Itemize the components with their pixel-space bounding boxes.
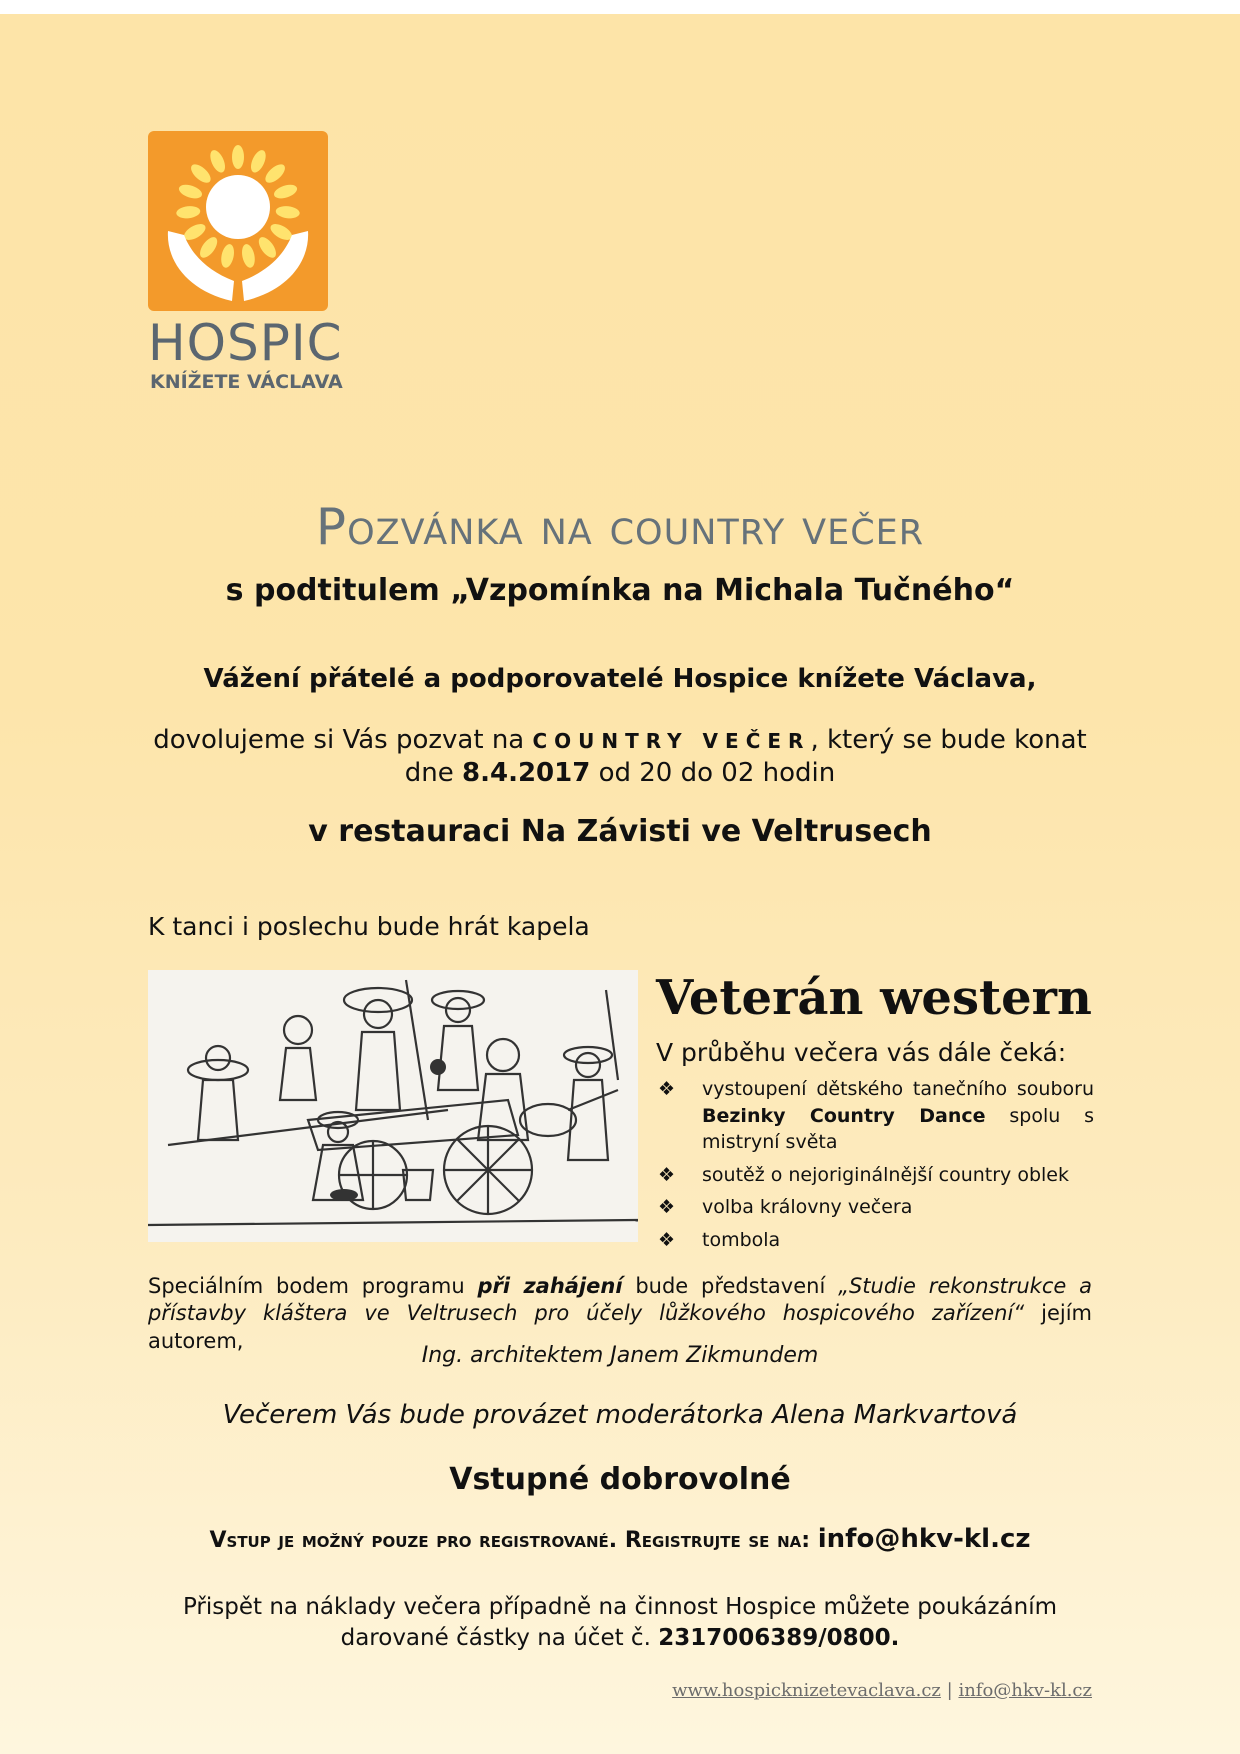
donation-text [130, 1592, 1110, 1654]
program-item-text: soutěž o nejoriginálnější country oblek [702, 1163, 1069, 1186]
diamond-bullet-icon: ❖ [658, 1228, 676, 1251]
event-name: COUNTRY VEČER [532, 729, 811, 753]
greeting: Vážení přátelé a podporovatelé Hospice knížete Václava, [203, 664, 1037, 694]
website-link[interactable]: www.hospicknizetevaclava.cz [672, 1680, 941, 1701]
logo-brand-line2: KNÍŽETE VÁCLAVA [150, 371, 343, 393]
date-prefix: dne [404, 757, 454, 788]
registration-email-link[interactable]: info@hkv-kl.cz [817, 1524, 1031, 1554]
subtitle: s podtitulem „Vzpomínka na Michala Tučného“ [225, 573, 1015, 608]
list-item [658, 1194, 1094, 1221]
donation-line1: Přispět na náklady večera případně na činnost Hospice můžete poukázáním [182, 1594, 1058, 1620]
invite-part2: , který se bude konat [810, 725, 1087, 755]
donation-line2 [130, 1623, 1110, 1654]
logo-brand-line1: HOSPIC [148, 314, 343, 372]
evening-intro: V průběhu večera vás dále čeká: [656, 1038, 1067, 1067]
band-name: Veterán western [656, 970, 1092, 1026]
band-intro: K tanci i poslechu bude hrát kapela [148, 912, 590, 941]
invitation-line1 [130, 724, 1110, 757]
country-band-cartoon-icon [148, 970, 638, 1242]
special-part3: jejím autorem, [148, 1301, 1092, 1353]
bank-account: 2317006389/0800. [658, 1625, 900, 1652]
moderator-line: Večerem Vás bude provázet moderátorka Alena Markvartová [222, 1400, 1018, 1430]
band-illustration [148, 970, 638, 1242]
registration-line [130, 1524, 1110, 1555]
invite-part1: dovolujeme si Vás pozvat na [153, 725, 525, 755]
footer-email-link[interactable]: info@hkv-kl.cz [958, 1680, 1092, 1701]
program-list [658, 1076, 1094, 1260]
registration-text: Vstup je možný pouze pro registrované. Registrujte se na: [209, 1528, 811, 1553]
list-item [658, 1076, 1094, 1156]
diamond-bullet-icon: ❖ [658, 1163, 676, 1186]
invitation-line2 [130, 757, 1110, 790]
list-item [658, 1227, 1094, 1254]
special-part1: Speciálním bodem programu [148, 1274, 465, 1298]
program-item-text: tombola [702, 1228, 781, 1251]
diamond-bullet-icon: ❖ [658, 1196, 676, 1219]
footer [500, 1680, 1092, 1701]
list-item [658, 1162, 1094, 1189]
program-item-text: vystoupení dětského tanečního souboru [702, 1078, 1094, 1100]
diamond-bullet-icon: ❖ [658, 1078, 676, 1100]
special-part2: bude představení [635, 1274, 826, 1298]
venue: v restauraci Na Závisti ve Veltrusech [308, 814, 932, 849]
program-item-highlight: Bezinky Country Dance [702, 1104, 986, 1127]
hospic-logo [148, 131, 328, 311]
donation-prefix: darované částky na účet č. [340, 1625, 651, 1652]
program-item-text-after: spolu s mistryní světa [702, 1104, 1095, 1154]
entry-fee: Vstupné dobrovolné [449, 1462, 791, 1497]
footer-separator: | [946, 1680, 953, 1701]
invitation-text [130, 724, 1110, 789]
architect-name: Ing. architektem Janem Zikmundem [421, 1343, 819, 1368]
event-time: od 20 do 02 hodin [598, 757, 836, 788]
special-highlight: při zahájení [477, 1274, 623, 1298]
program-item-text: volba královny večera [702, 1196, 913, 1219]
sun-hands-icon [148, 131, 328, 311]
study-title: „Studie rekonstrukce a přístavby kláštera ve Veltrusech pro účely lůžkového hospicového zařízení“ [148, 1274, 1092, 1326]
page-title: Pozvánka na country večer [315, 498, 925, 556]
page-top-band [0, 0, 1240, 14]
event-date: 8.4.2017 [462, 757, 591, 788]
